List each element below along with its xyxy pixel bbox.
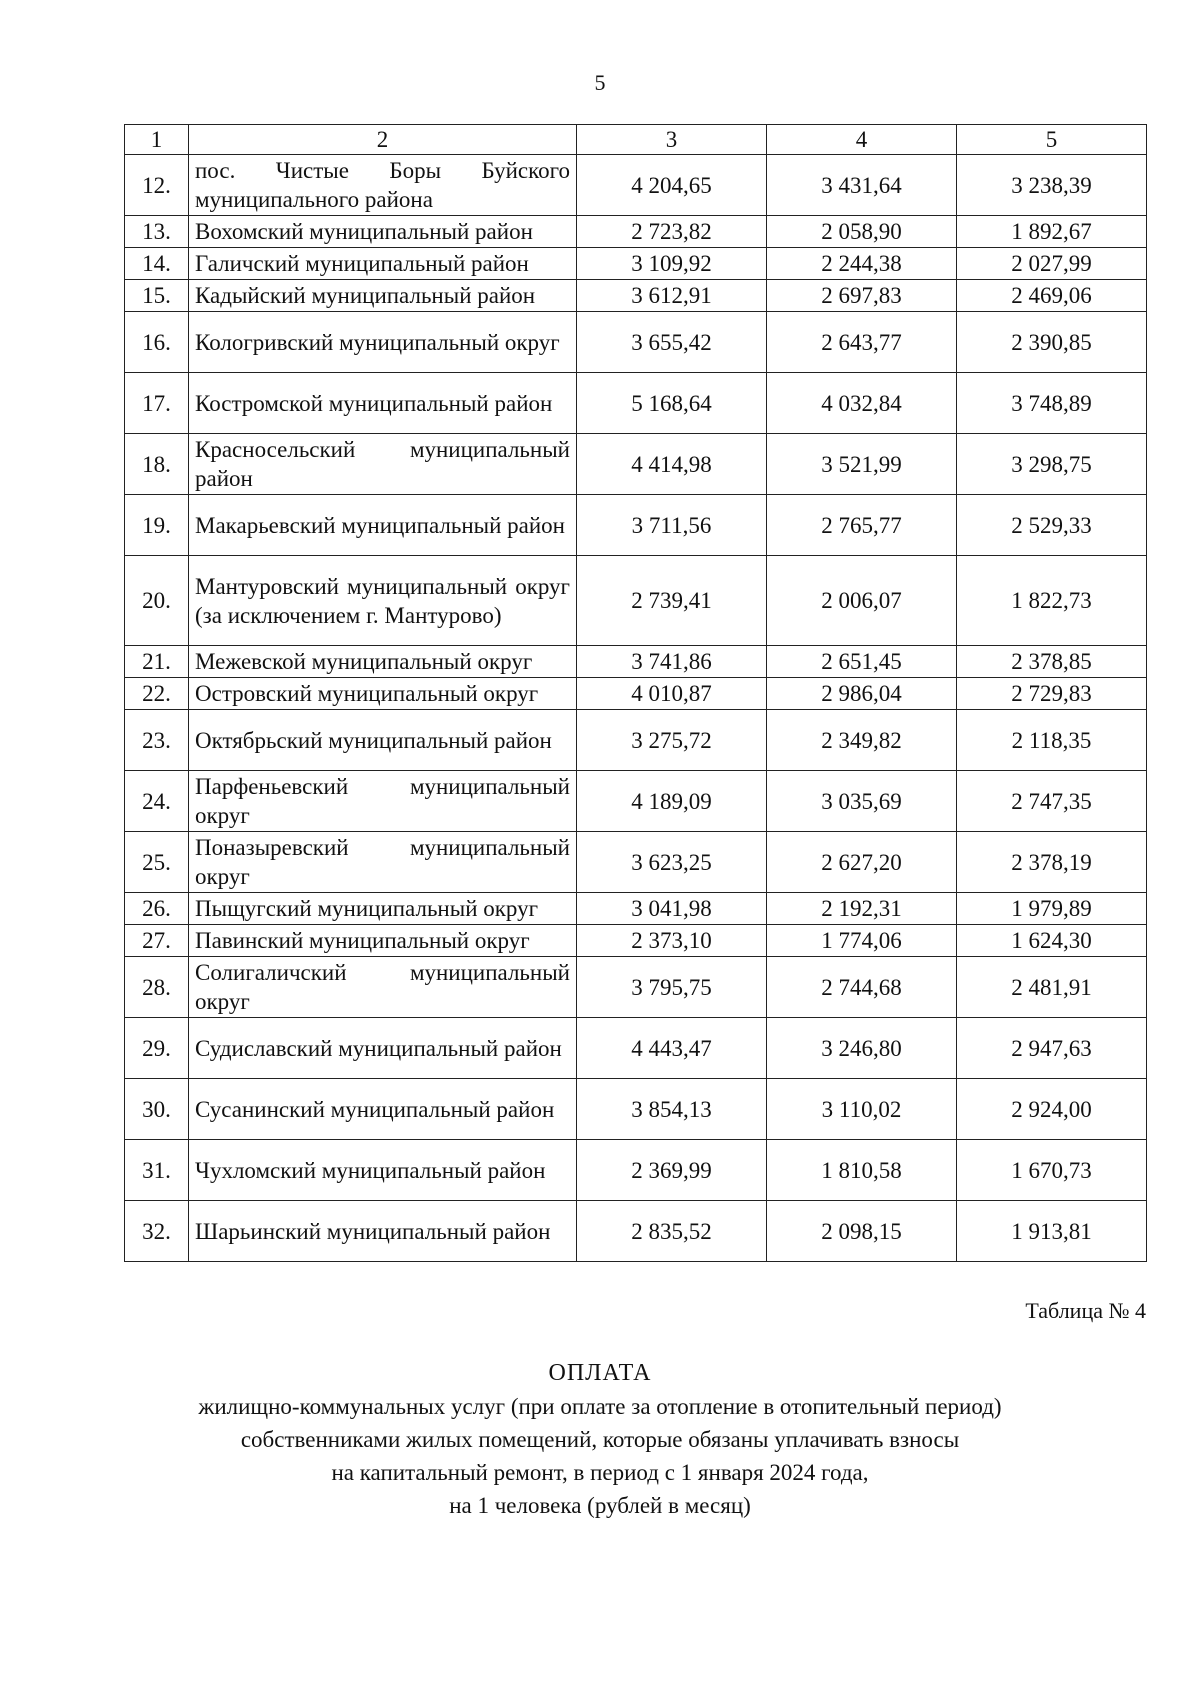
row-number: 16. — [125, 312, 189, 373]
row-number: 20. — [125, 556, 189, 646]
column-header: 2 — [189, 125, 577, 155]
row-number: 18. — [125, 434, 189, 495]
table-row — [125, 556, 1147, 646]
row-value-col5: 1 913,81 — [957, 1201, 1147, 1262]
row-value-col3: 5 168,64 — [577, 373, 767, 434]
row-value-col3: 3 109,92 — [577, 248, 767, 280]
row-name: Галичский муниципальный район — [189, 248, 577, 280]
section-heading — [0, 1356, 1200, 1522]
row-name: Пыщугский муниципальный округ — [189, 893, 577, 925]
row-value-col3: 2 723,82 — [577, 216, 767, 248]
table-row — [125, 925, 1147, 957]
heading-line: собственниками жилых помещений, которые обязаны уплачивать взносы — [240, 1427, 960, 1452]
table-row — [125, 771, 1147, 832]
table-row — [125, 832, 1147, 893]
row-value-col4: 2 651,45 — [767, 646, 957, 678]
row-name: Парфеньевский муниципальный округ — [189, 771, 577, 832]
row-name: Островский муниципальный округ — [189, 678, 577, 710]
row-number: 31. — [125, 1140, 189, 1201]
row-value-col4: 2 098,15 — [767, 1201, 957, 1262]
row-value-col4: 2 643,77 — [767, 312, 957, 373]
row-number: 13. — [125, 216, 189, 248]
table-row — [125, 1018, 1147, 1079]
row-value-col4: 2 192,31 — [767, 893, 957, 925]
heading-line: жилищно-коммунальных услуг (при оплате за отопление в отопительный период) — [198, 1394, 1002, 1419]
row-value-col4: 2 986,04 — [767, 678, 957, 710]
row-name: Поназыревский муниципальный округ — [189, 832, 577, 893]
row-number: 12. — [125, 155, 189, 216]
table-row — [125, 957, 1147, 1018]
row-number: 29. — [125, 1018, 189, 1079]
row-name: Костромской муниципальный район — [189, 373, 577, 434]
row-value-col3: 3 795,75 — [577, 957, 767, 1018]
table-row — [125, 678, 1147, 710]
table-body — [125, 155, 1147, 1262]
table-row — [125, 373, 1147, 434]
page-number: 5 — [594, 70, 606, 95]
heading-line: на капитальный ремонт, в период с 1 января 2024 года, — [331, 1460, 869, 1485]
table-row — [125, 434, 1147, 495]
row-number: 14. — [125, 248, 189, 280]
row-value-col3: 3 275,72 — [577, 710, 767, 771]
row-value-col4: 2 744,68 — [767, 957, 957, 1018]
tariff-table — [124, 124, 1147, 1262]
row-name: пос. Чистые Боры Буйского муниципального района — [189, 155, 577, 216]
row-number: 32. — [125, 1201, 189, 1262]
row-value-col3: 2 369,99 — [577, 1140, 767, 1201]
row-name: Шарьинский муниципальный район — [189, 1201, 577, 1262]
row-value-col3: 4 010,87 — [577, 678, 767, 710]
column-header: 1 — [125, 125, 189, 155]
row-value-col4: 2 765,77 — [767, 495, 957, 556]
row-value-col3: 3 041,98 — [577, 893, 767, 925]
row-value-col3: 3 655,42 — [577, 312, 767, 373]
row-number: 30. — [125, 1079, 189, 1140]
row-value-col4: 2 244,38 — [767, 248, 957, 280]
row-value-col5: 2 390,85 — [957, 312, 1147, 373]
row-value-col5: 2 729,83 — [957, 678, 1147, 710]
row-value-col3: 3 612,91 — [577, 280, 767, 312]
table-row — [125, 495, 1147, 556]
row-value-col4: 2 058,90 — [767, 216, 957, 248]
row-value-col5: 2 947,63 — [957, 1018, 1147, 1079]
row-value-col5: 2 529,33 — [957, 495, 1147, 556]
row-value-col5: 2 924,00 — [957, 1079, 1147, 1140]
row-value-col5: 2 469,06 — [957, 280, 1147, 312]
row-value-col3: 3 623,25 — [577, 832, 767, 893]
row-value-col5: 3 748,89 — [957, 373, 1147, 434]
row-name: Кадыйский муниципальный район — [189, 280, 577, 312]
row-value-col4: 2 349,82 — [767, 710, 957, 771]
table-caption: Таблица № 4 — [1025, 1298, 1146, 1323]
row-value-col4: 2 697,83 — [767, 280, 957, 312]
row-value-col4: 3 521,99 — [767, 434, 957, 495]
heading-line: на 1 человека (рублей в месяц) — [449, 1493, 751, 1518]
row-value-col5: 1 624,30 — [957, 925, 1147, 957]
row-name: Макарьевский муниципальный район — [189, 495, 577, 556]
row-number: 25. — [125, 832, 189, 893]
row-number: 28. — [125, 957, 189, 1018]
table-row — [125, 248, 1147, 280]
row-name: Павинский муниципальный округ — [189, 925, 577, 957]
row-value-col3: 4 204,65 — [577, 155, 767, 216]
row-name: Кологривский муниципальный округ — [189, 312, 577, 373]
row-number: 17. — [125, 373, 189, 434]
row-number: 24. — [125, 771, 189, 832]
row-value-col3: 2 739,41 — [577, 556, 767, 646]
row-value-col5: 1 822,73 — [957, 556, 1147, 646]
table-row — [125, 1079, 1147, 1140]
row-value-col3: 3 711,56 — [577, 495, 767, 556]
row-value-col3: 3 854,13 — [577, 1079, 767, 1140]
row-value-col4: 1 774,06 — [767, 925, 957, 957]
table-header-row — [125, 125, 1147, 155]
row-number: 22. — [125, 678, 189, 710]
row-name: Красносельский муниципальный район — [189, 434, 577, 495]
row-value-col5: 2 118,35 — [957, 710, 1147, 771]
row-value-col5: 1 670,73 — [957, 1140, 1147, 1201]
row-number: 23. — [125, 710, 189, 771]
row-value-col5: 1 892,67 — [957, 216, 1147, 248]
heading-title: ОПЛАТА — [548, 1360, 652, 1386]
table-row — [125, 216, 1147, 248]
row-value-col5: 2 378,85 — [957, 646, 1147, 678]
row-name: Солигаличский муниципальный округ — [189, 957, 577, 1018]
table-row — [125, 280, 1147, 312]
row-value-col4: 3 431,64 — [767, 155, 957, 216]
row-value-col3: 4 414,98 — [577, 434, 767, 495]
row-value-col4: 2 627,20 — [767, 832, 957, 893]
row-value-col5: 3 238,39 — [957, 155, 1147, 216]
row-name: Чухломский муниципальный район — [189, 1140, 577, 1201]
table-row — [125, 312, 1147, 373]
row-value-col5: 2 027,99 — [957, 248, 1147, 280]
table-row — [125, 710, 1147, 771]
row-value-col3: 4 443,47 — [577, 1018, 767, 1079]
row-value-col3: 2 373,10 — [577, 925, 767, 957]
row-number: 15. — [125, 280, 189, 312]
row-value-col3: 3 741,86 — [577, 646, 767, 678]
column-header: 3 — [577, 125, 767, 155]
row-value-col4: 3 110,02 — [767, 1079, 957, 1140]
row-number: 19. — [125, 495, 189, 556]
table-row — [125, 893, 1147, 925]
table-row — [125, 1140, 1147, 1201]
row-value-col3: 2 835,52 — [577, 1201, 767, 1262]
row-value-col4: 3 246,80 — [767, 1018, 957, 1079]
row-value-col4: 4 032,84 — [767, 373, 957, 434]
table-row — [125, 646, 1147, 678]
row-value-col5: 2 481,91 — [957, 957, 1147, 1018]
column-header: 5 — [957, 125, 1147, 155]
row-name: Мантуровский муниципальный округ (за исключением г. Мантурово) — [189, 556, 577, 646]
table-row — [125, 155, 1147, 216]
row-name: Межевской муниципальный округ — [189, 646, 577, 678]
row-name: Судиславский муниципальный район — [189, 1018, 577, 1079]
table-row — [125, 1201, 1147, 1262]
row-name: Октябрьский муниципальный район — [189, 710, 577, 771]
row-value-col5: 3 298,75 — [957, 434, 1147, 495]
row-value-col4: 1 810,58 — [767, 1140, 957, 1201]
row-value-col5: 1 979,89 — [957, 893, 1147, 925]
row-value-col5: 2 378,19 — [957, 832, 1147, 893]
row-name: Вохомский муниципальный район — [189, 216, 577, 248]
row-number: 27. — [125, 925, 189, 957]
column-header: 4 — [767, 125, 957, 155]
row-value-col4: 3 035,69 — [767, 771, 957, 832]
row-value-col4: 2 006,07 — [767, 556, 957, 646]
row-number: 26. — [125, 893, 189, 925]
row-name: Сусанинский муниципальный район — [189, 1079, 577, 1140]
row-number: 21. — [125, 646, 189, 678]
row-value-col3: 4 189,09 — [577, 771, 767, 832]
row-value-col5: 2 747,35 — [957, 771, 1147, 832]
